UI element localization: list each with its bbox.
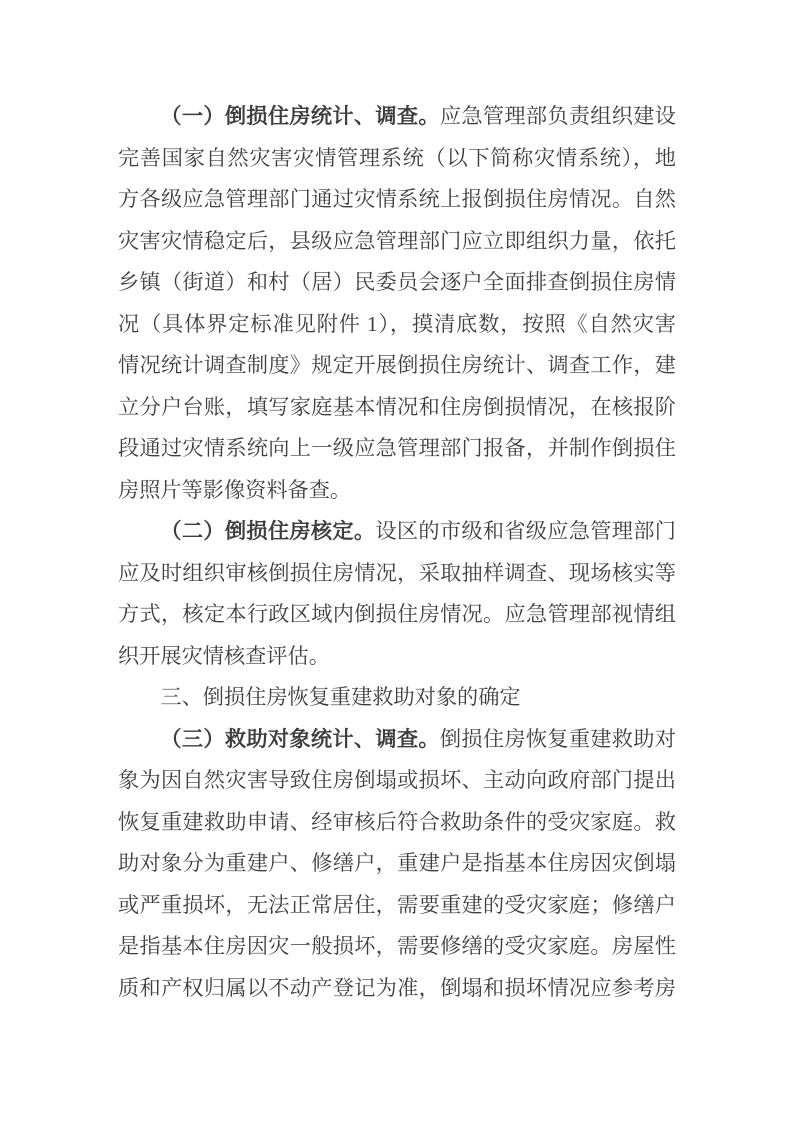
paragraph-text-run: 应急管理部负责组织建设	[439, 104, 676, 128]
text-content	[118, 96, 676, 1009]
text-line	[118, 387, 676, 429]
paragraph-text-run: 恢复重建救助申请、经审核后符合救助条件的受灾家庭。救	[118, 809, 676, 834]
text-line	[118, 677, 676, 719]
text-line	[118, 885, 676, 927]
paragraph-text-run: 或严重损坏，无法正常居住，需要重建的受灾家庭；修缮户	[118, 892, 676, 917]
paragraph-text-run: 方各级应急管理部门通过灾情系统上报倒损住房情况。自然	[118, 187, 676, 211]
paragraph-text-run: 段通过灾情系统向上一级应急管理部门报备，并制作倒损住	[118, 436, 676, 460]
paragraph-text-run: 设区的市级和省级应急管理部门	[375, 519, 676, 543]
text-line	[118, 96, 676, 138]
paragraph-text-run: 助对象分为重建户、修缮户，重建户是指基本住房因灾倒塌	[118, 851, 676, 875]
text-line	[118, 304, 676, 346]
paragraph-text-run: 织开展灾情核查评估。	[118, 643, 330, 668]
text-line	[118, 843, 676, 885]
text-line	[118, 428, 676, 470]
paragraph-text-run: 灾害灾情稳定后，县级应急管理部门应立即组织力量，依托	[118, 228, 676, 253]
paragraph-text-run: 完善国家自然灾害灾情管理系统（以下简称灾情系统），地	[118, 145, 676, 170]
text-line	[118, 262, 676, 304]
paragraph-text-run: 立分户台账，填写家庭基本情况和住房倒损情况，在核报阶	[118, 394, 676, 419]
paragraph-heading-run: （三）救助对象统计、调查。	[160, 726, 440, 751]
text-line	[118, 802, 676, 844]
text-line	[118, 719, 676, 761]
paragraph-text-run: 倒损住房恢复重建救助对	[439, 726, 676, 751]
text-line	[118, 926, 676, 968]
paragraph-text-run: 应及时组织审核倒损住房情况，采取抽样调查、现场核实等	[118, 560, 676, 585]
text-line	[118, 345, 676, 387]
paragraph-text-run: 况（具体界定标准见附件 1），摸清底数，按照《自然灾害	[118, 311, 676, 336]
paragraph-text-run: 房照片等影像资料备查。	[118, 477, 352, 502]
text-line	[118, 511, 676, 553]
paragraph-text-run: 象为因自然灾害导致住房倒塌或损坏、主动向政府部门提出	[118, 768, 676, 792]
text-line	[118, 138, 676, 180]
paragraph-text-run: 三、倒损住房恢复重建救助对象的确定	[160, 685, 521, 709]
text-line	[118, 594, 676, 636]
paragraph-heading-run: （一）倒损住房统计、调查。	[160, 104, 440, 128]
text-line	[118, 553, 676, 595]
text-line	[118, 470, 676, 512]
text-line	[118, 221, 676, 263]
text-line	[118, 179, 676, 221]
text-line	[118, 636, 676, 678]
paragraph-heading-run: （二）倒损住房核定。	[160, 519, 376, 543]
paragraph-text-run: 方式，核定本行政区域内倒损住房情况。应急管理部视情组	[118, 602, 676, 626]
paragraph-text-run: 情况统计调查制度》规定开展倒损住房统计、调查工作，建	[118, 353, 676, 377]
text-line	[118, 968, 676, 1010]
paragraph-text-run: 乡镇（街道）和村（居）民委员会逐户全面排查倒损住房情	[118, 270, 676, 294]
paragraph-text-run: 是指基本住房因灾一般损坏，需要修缮的受灾家庭。房屋性	[118, 934, 676, 958]
text-line	[118, 760, 676, 802]
paragraph-text-run: 质和产权归属以不动产登记为准，倒塌和损坏情况应参考房	[118, 975, 676, 1000]
